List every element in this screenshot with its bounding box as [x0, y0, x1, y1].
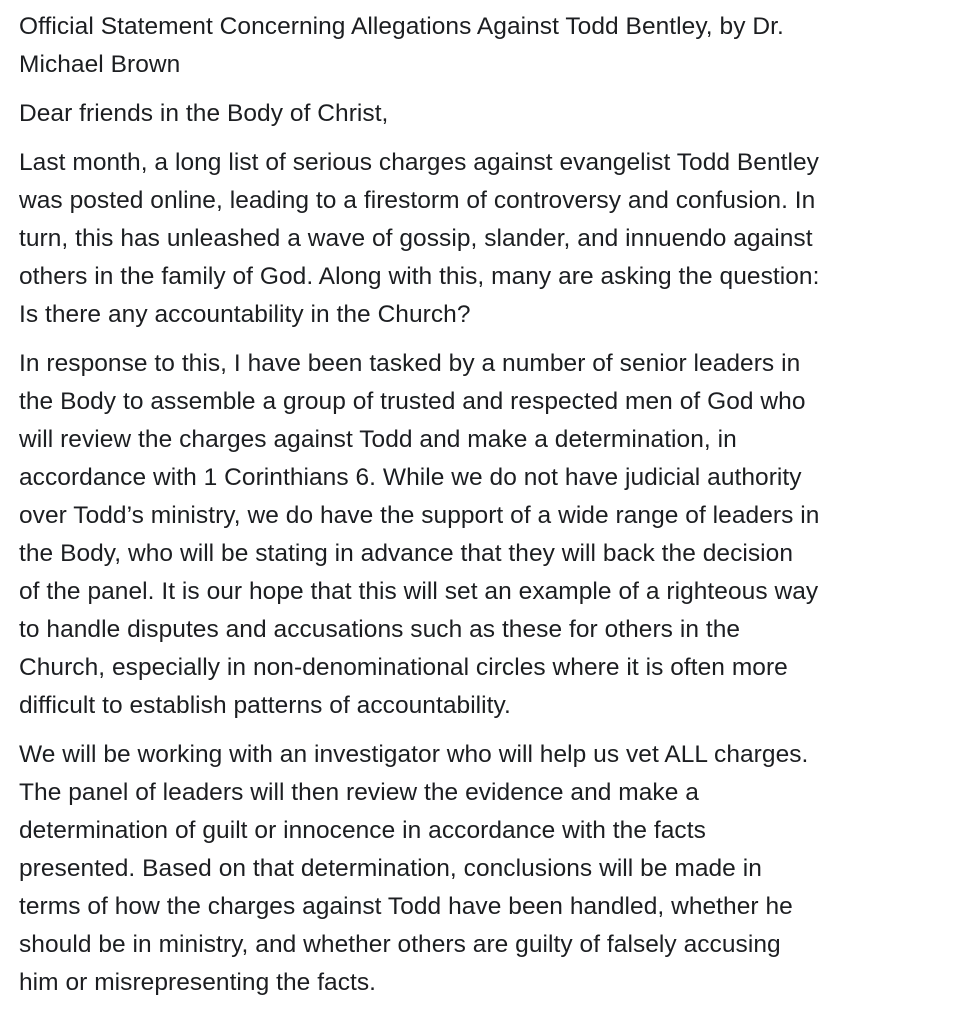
- text-line: others in the family of God. Along with this, many are asking the question:: [19, 263, 820, 290]
- text-line: the Body to assemble a group of trusted and respected men of God who: [19, 388, 806, 415]
- text-line: will review the charges against Todd and make a determination, in: [19, 426, 737, 453]
- text-line: to handle disputes and accusations such as these for others in the: [19, 616, 741, 643]
- statement-title: [19, 8, 966, 84]
- text-line: Michael Brown: [19, 51, 181, 78]
- text-line: Last month, a long list of serious charges against evangelist Todd Bentley: [19, 149, 819, 176]
- salutation: [19, 95, 966, 133]
- text-line: Dear friends in the Body of Christ,: [19, 100, 389, 127]
- paragraph: [19, 144, 966, 334]
- text-line: was posted online, leading to a firestorm of controversy and confusion. In: [19, 187, 816, 214]
- text-line: the Body, who will be stating in advance that they will back the decision: [19, 540, 794, 567]
- text-line: We will be working with an investigator who will help us vet ALL charges.: [19, 741, 809, 768]
- text-line: should be in ministry, and whether others are guilty of falsely accusing: [19, 931, 781, 958]
- paragraph: [19, 736, 966, 1002]
- text-line: Is there any accountability in the Church?: [19, 301, 471, 328]
- text-line: Church, especially in non-denominational circles where it is often more: [19, 654, 788, 681]
- text-line: Official Statement Concerning Allegations Against Todd Bentley, by Dr.: [19, 13, 784, 40]
- text-line: turn, this has unleashed a wave of gossip, slander, and innuendo against: [19, 225, 813, 252]
- text-line: him or misrepresenting the facts.: [19, 969, 377, 996]
- text-line: terms of how the charges against Todd have been handled, whether he: [19, 893, 793, 920]
- text-line: accordance with 1 Corinthians 6. While we do not have judicial authority: [19, 464, 802, 491]
- text-line: difficult to establish patterns of accountability.: [19, 692, 511, 719]
- text-line: presented. Based on that determination, conclusions will be made in: [19, 855, 762, 882]
- text-line: determination of guilt or innocence in accordance with the facts: [19, 817, 706, 844]
- text-line: In response to this, I have been tasked by a number of senior leaders in: [19, 350, 801, 377]
- text-line: over Todd’s ministry, we do have the support of a wide range of leaders in: [19, 502, 820, 529]
- text-line: of the panel. It is our hope that this will set an example of a righteous way: [19, 578, 819, 605]
- text-line: The panel of leaders will then review the evidence and make a: [19, 779, 699, 806]
- paragraph: [19, 345, 966, 725]
